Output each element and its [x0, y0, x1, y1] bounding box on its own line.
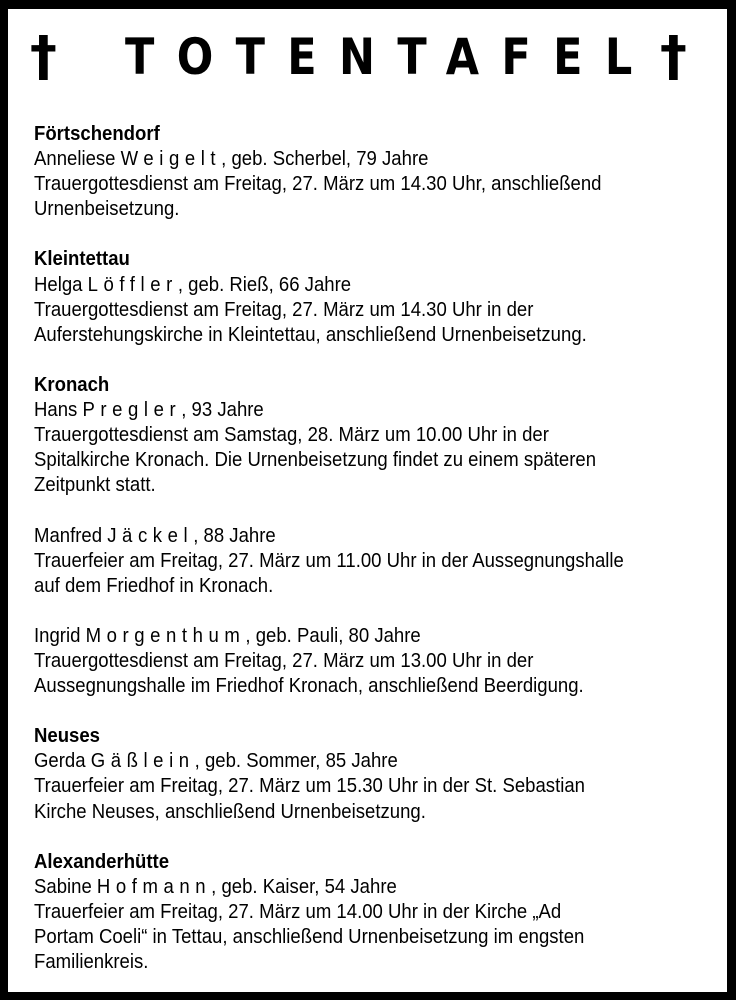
given-name: Sabine	[34, 874, 97, 898]
service-info-line: Urnenbeisetzung.	[34, 197, 180, 221]
given-name: Helga	[34, 272, 88, 296]
section-alexanderhuette	[34, 849, 722, 974]
place-heading: Neuses	[34, 724, 101, 748]
deceased-name	[34, 397, 722, 422]
place-heading: Kleintettau	[34, 247, 130, 271]
section-neuses	[34, 723, 722, 823]
service-info-line: auf dem Friedhof in Kronach.	[34, 573, 274, 597]
surname: Löffler	[87, 272, 178, 296]
deceased-name	[34, 748, 722, 773]
section-kleintettau	[34, 246, 722, 346]
service-info-line: Auferstehungskirche in Kleintettau, anschließend Urnenbeisetzung.	[34, 322, 587, 346]
service-info-line: Familienkreis.	[34, 950, 149, 974]
name-details: , geb. Sommer, 85 Jahre	[194, 749, 398, 773]
surname: Weigelt	[120, 147, 222, 171]
given-name: Hans	[34, 398, 83, 422]
page-title: TOTENTAFEL	[125, 28, 655, 86]
surname: Pregler	[82, 398, 182, 422]
spacer	[34, 598, 722, 623]
service-info-line: Spitalkirche Kronach. Die Urnenbeisetzung findet zu einem späteren	[34, 448, 597, 472]
cross-icon-right: †	[660, 25, 687, 88]
deceased-name	[34, 272, 722, 297]
header	[8, 25, 727, 88]
surname: Gäßlein	[90, 749, 195, 773]
given-name: Ingrid	[34, 623, 86, 647]
deceased-name	[34, 874, 722, 899]
surname: Jäckel	[107, 523, 194, 547]
service-info-line: Trauergottesdienst am Freitag, 27. März um 14.30 Uhr, anschließend	[34, 172, 602, 196]
service-info-line: Trauerfeier am Freitag, 27. März um 14.00 Uhr in der Kirche „Ad	[34, 899, 562, 923]
given-name: Gerda	[34, 749, 91, 773]
given-name: Anneliese	[34, 147, 121, 171]
service-info-line: Trauerfeier am Freitag, 27. März um 15.30 Uhr in der St. Sebastian	[34, 774, 585, 798]
cross-icon-left: †	[30, 25, 57, 88]
name-details: , 88 Jahre	[193, 523, 276, 547]
obituary-list	[34, 121, 722, 974]
service-info-line: Kirche Neuses, anschließend Urnenbeisetzung.	[34, 799, 426, 823]
spacer	[34, 221, 722, 246]
service-info-line: Aussegnungshalle im Friedhof Kronach, anschließend Beerdigung.	[34, 674, 584, 698]
deceased-name	[34, 146, 722, 171]
name-details: , geb. Rieß, 66 Jahre	[177, 272, 352, 296]
name-details: , geb. Kaiser, 54 Jahre	[211, 874, 397, 898]
surname: Hofmann	[96, 874, 212, 898]
place-heading: Alexanderhütte	[34, 849, 170, 873]
section-foertschendorf	[34, 121, 722, 221]
name-details: , 93 Jahre	[181, 398, 264, 422]
deceased-name	[34, 623, 722, 648]
name-details: , geb. Scherbel, 79 Jahre	[221, 147, 429, 171]
spacer	[34, 698, 722, 723]
service-info-line: Zeitpunkt statt.	[34, 473, 156, 497]
place-heading: Förtschendorf	[34, 122, 160, 145]
deceased-name	[34, 523, 722, 548]
given-name: Manfred	[34, 523, 108, 547]
section-kronach	[34, 372, 722, 698]
service-info-line: Trauerfeier am Freitag, 27. März um 11.00 Uhr in der Aussegnungshalle	[34, 548, 624, 572]
service-info-line: Trauergottesdienst am Samstag, 28. März um 10.00 Uhr in der	[34, 423, 549, 447]
obituary-board	[8, 9, 727, 992]
spacer	[34, 347, 722, 372]
service-info-line: Portam Coeli“ in Tettau, anschließend Urnenbeisetzung im engsten	[34, 925, 585, 948]
service-info-line: Trauergottesdienst am Freitag, 27. März um 14.30 Uhr in der	[34, 297, 534, 321]
spacer	[34, 497, 722, 522]
place-heading: Kronach	[34, 372, 110, 396]
spacer	[34, 824, 722, 849]
surname: Morgenthum	[85, 623, 246, 647]
service-info-line: Trauergottesdienst am Freitag, 27. März um 13.00 Uhr in der	[34, 648, 534, 672]
name-details: , geb. Pauli, 80 Jahre	[245, 623, 421, 647]
